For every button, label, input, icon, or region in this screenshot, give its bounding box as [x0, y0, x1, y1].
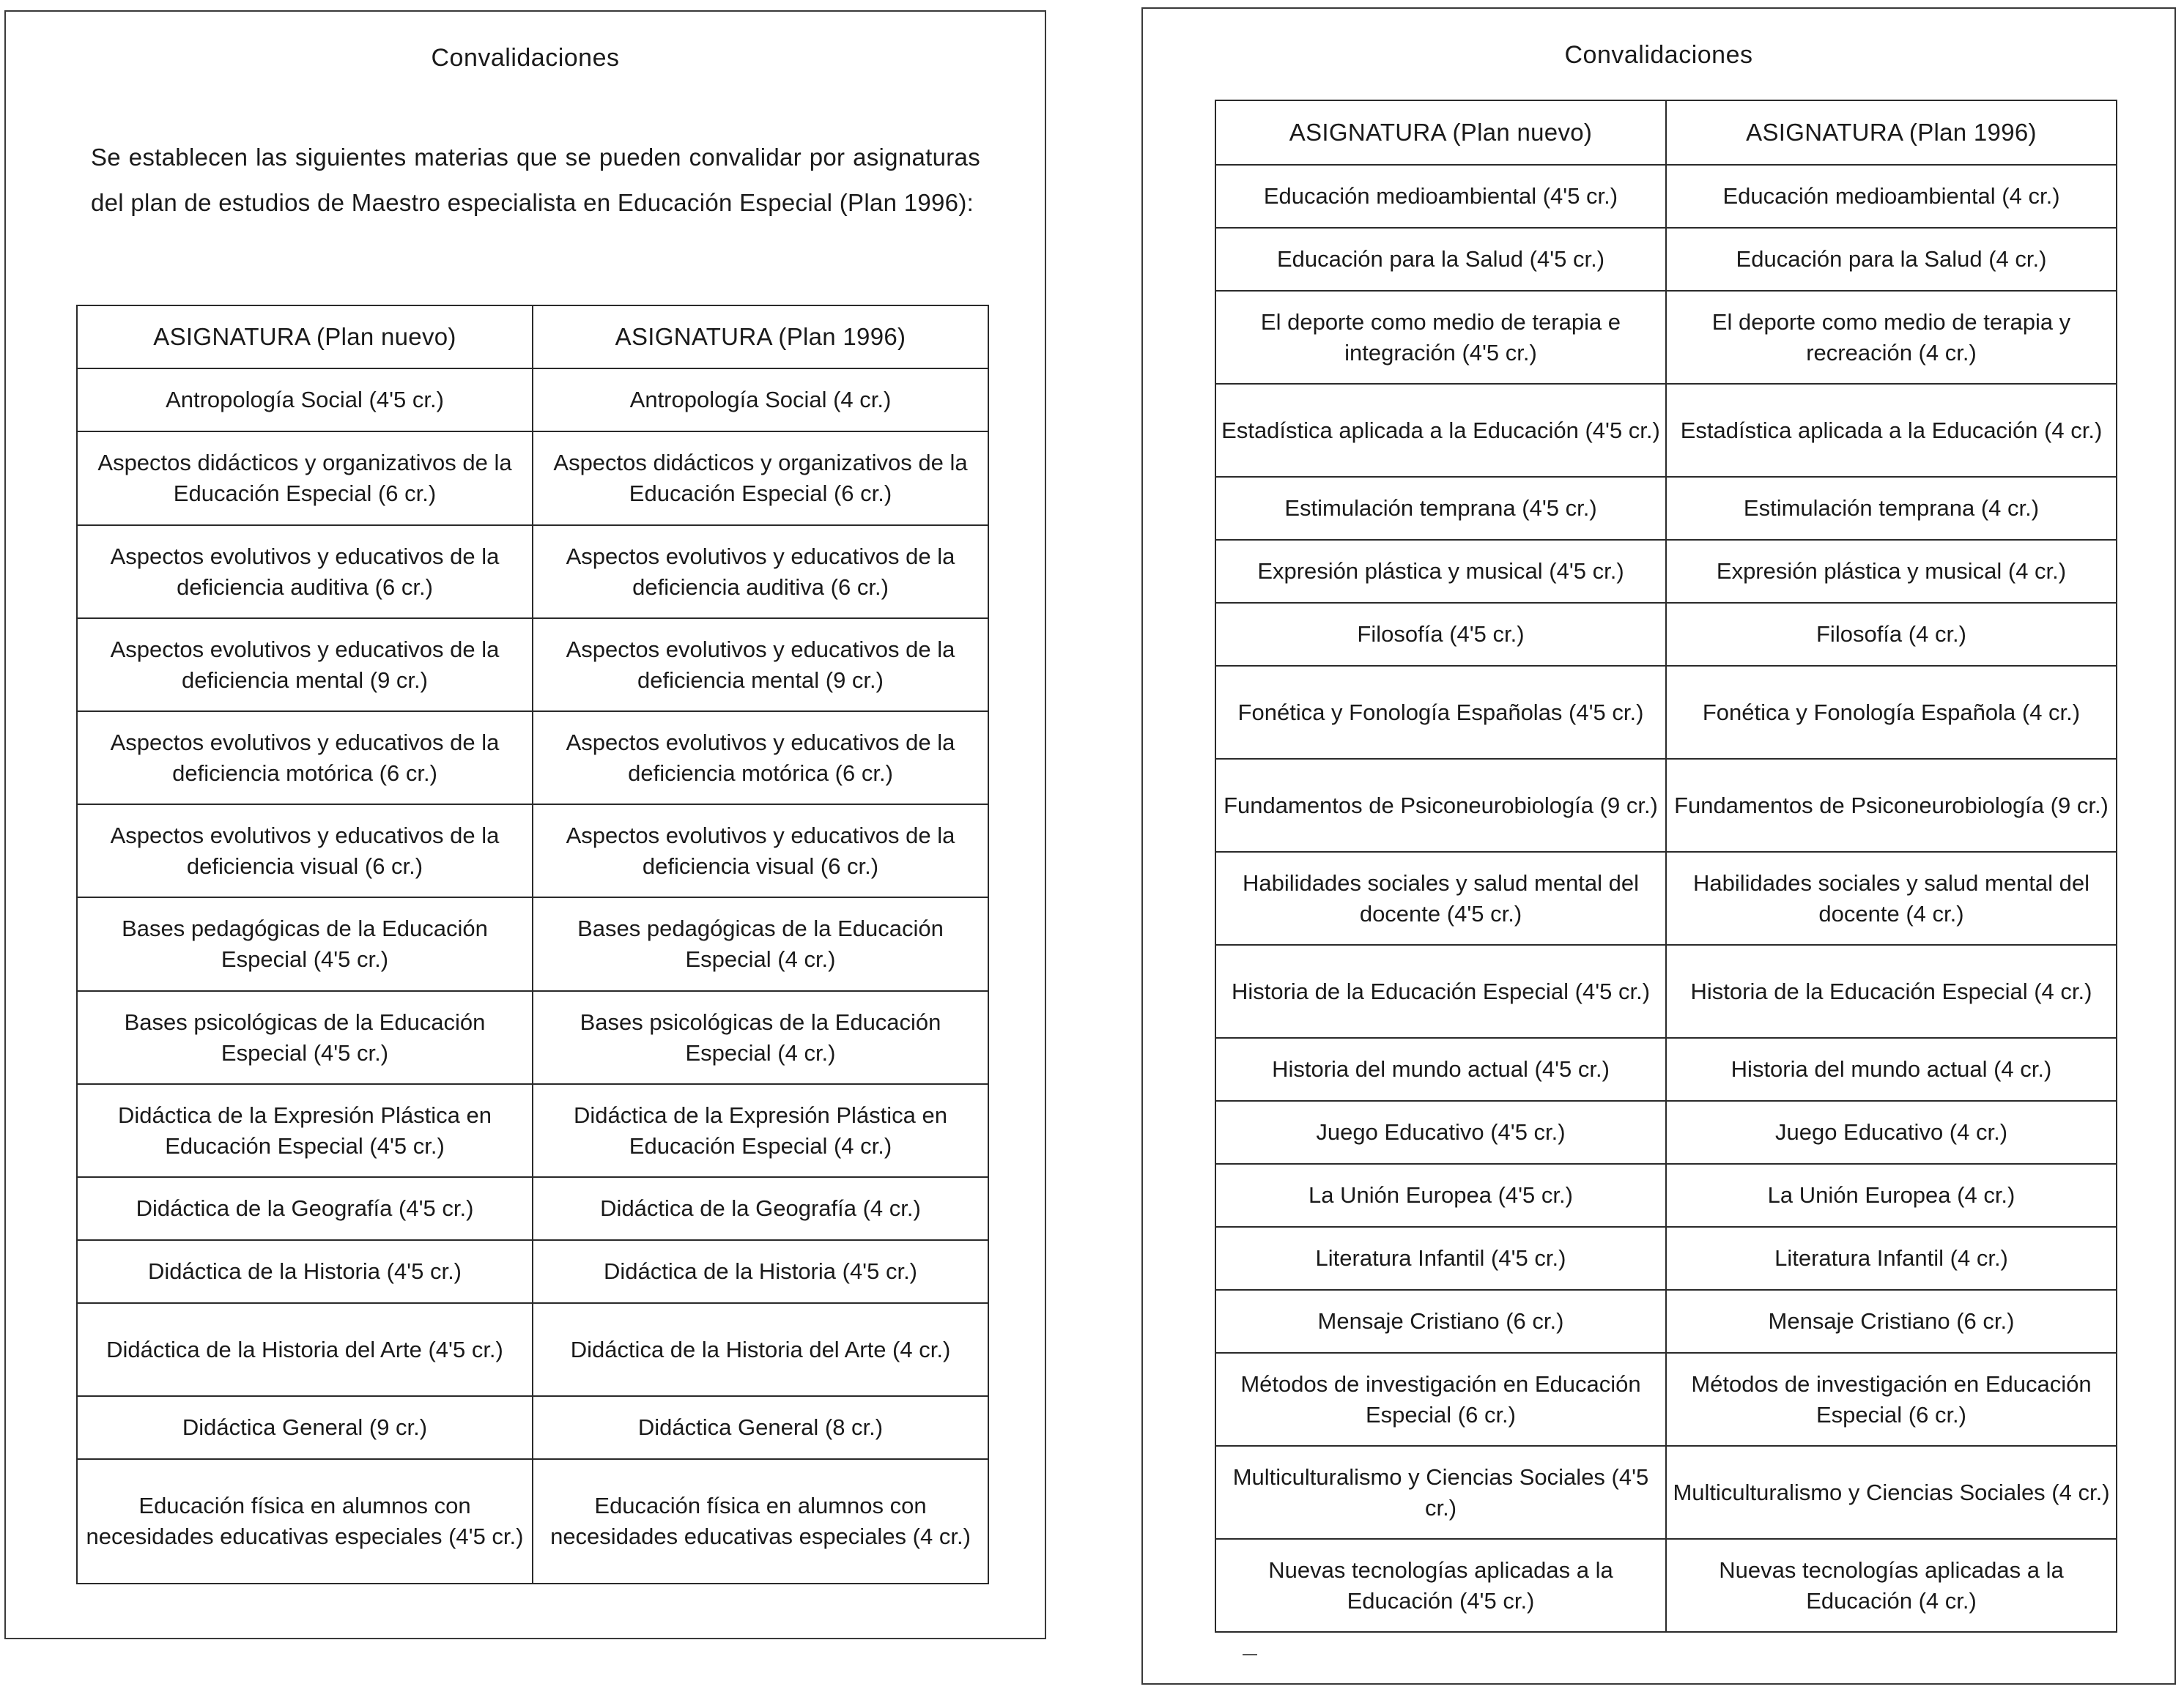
cell-plan-nuevo: La Unión Europea (4'5 cr.): [1215, 1164, 1666, 1227]
cell-plan-nuevo: Educación para la Salud (4'5 cr.): [1215, 228, 1666, 291]
table-row: [1215, 603, 2117, 666]
cell-plan-1996: Aspectos evolutivos y educativos de la deficiencia auditiva (6 cr.): [533, 525, 988, 618]
table-row: [1215, 384, 2117, 477]
cell-plan-1996: Estadística aplicada a la Educación (4 cr.): [1666, 384, 2117, 477]
cell-plan-nuevo: Didáctica General (9 cr.): [77, 1396, 533, 1459]
cell-plan-1996: Métodos de investigación en Educación Especial (6 cr.): [1666, 1353, 2117, 1446]
cell-plan-nuevo: Nuevas tecnologías aplicadas a la Educación (4'5 cr.): [1215, 1539, 1666, 1632]
cell-plan-nuevo: El deporte como medio de terapia e integración (4'5 cr.): [1215, 291, 1666, 384]
cell-plan-1996: Educación física en alumnos con necesidades educativas especiales (4 cr.): [533, 1459, 988, 1584]
table-row: [77, 804, 988, 897]
cell-plan-nuevo: Juego Educativo (4'5 cr.): [1215, 1101, 1666, 1164]
cell-plan-1996: Historia del mundo actual (4 cr.): [1666, 1038, 2117, 1101]
cell-plan-nuevo: Filosofía (4'5 cr.): [1215, 603, 1666, 666]
cell-plan-nuevo: Aspectos evolutivos y educativos de la deficiencia visual (6 cr.): [77, 804, 533, 897]
cell-plan-nuevo: Bases pedagógicas de la Educación Especial (4'5 cr.): [77, 897, 533, 991]
table-row: [1215, 291, 2117, 384]
cell-plan-1996: Multiculturalismo y Ciencias Sociales (4 cr.): [1666, 1446, 2117, 1539]
cell-plan-1996: Aspectos evolutivos y educativos de la deficiencia mental (9 cr.): [533, 618, 988, 711]
cell-plan-1996: Expresión plástica y musical (4 cr.): [1666, 540, 2117, 603]
table-row: [77, 1084, 988, 1177]
cell-plan-nuevo: Didáctica de la Historia del Arte (4'5 cr.): [77, 1303, 533, 1396]
cell-plan-nuevo: Didáctica de la Expresión Plástica en Educación Especial (4'5 cr.): [77, 1084, 533, 1177]
table-header-row: [1215, 100, 2117, 165]
cell-plan-1996: Habilidades sociales y salud mental del docente (4 cr.): [1666, 852, 2117, 945]
cell-plan-nuevo: Didáctica de la Geografía (4'5 cr.): [77, 1177, 533, 1240]
convalidation-table-right: [1215, 100, 2117, 1633]
table-row: [77, 991, 988, 1084]
cell-plan-nuevo: Educación física en alumnos con necesidades educativas especiales (4'5 cr.): [77, 1459, 533, 1584]
table-row: [1215, 228, 2117, 291]
cell-plan-1996: Filosofía (4 cr.): [1666, 603, 2117, 666]
cell-plan-nuevo: Literatura Infantil (4'5 cr.): [1215, 1227, 1666, 1290]
cell-plan-1996: Bases pedagógicas de la Educación Especial (4 cr.): [533, 897, 988, 991]
cell-plan-1996: Didáctica de la Historia (4'5 cr.): [533, 1240, 988, 1303]
intro-paragraph: Se establecen las siguientes materias que se pueden convalidar por asignaturas del plan de estudios de Maestro especialista en Educación Especial (Plan 1996):: [91, 144, 980, 216]
cell-plan-1996: Juego Educativo (4 cr.): [1666, 1101, 2117, 1164]
convalidation-table-left: [76, 305, 989, 1584]
cell-plan-1996: Didáctica de la Geografía (4 cr.): [533, 1177, 988, 1240]
cell-plan-nuevo: Habilidades sociales y salud mental del docente (4'5 cr.): [1215, 852, 1666, 945]
cell-plan-1996: Aspectos didácticos y organizativos de la Educación Especial (6 cr.): [533, 431, 988, 525]
table-row: [77, 525, 988, 618]
cell-plan-1996: Aspectos evolutivos y educativos de la deficiencia motórica (6 cr.): [533, 711, 988, 804]
cell-plan-1996: Didáctica de la Expresión Plástica en Educación Especial (4 cr.): [533, 1084, 988, 1177]
cell-plan-nuevo: Aspectos evolutivos y educativos de la deficiencia mental (9 cr.): [77, 618, 533, 711]
table-row: [1215, 1446, 2117, 1539]
table-row: [1215, 477, 2117, 540]
cell-plan-1996: Fonética y Fonología Española (4 cr.): [1666, 666, 2117, 759]
column-header-plan-nuevo: ASIGNATURA (Plan nuevo): [1215, 100, 1666, 165]
cell-plan-1996: Didáctica de la Historia del Arte (4 cr.): [533, 1303, 988, 1396]
column-header-plan-1996: ASIGNATURA (Plan 1996): [533, 305, 988, 368]
right-page: [1141, 7, 2176, 1685]
column-header-plan-nuevo: ASIGNATURA (Plan nuevo): [77, 305, 533, 368]
table-row: [1215, 759, 2117, 852]
table-row: [1215, 540, 2117, 603]
table-row: [77, 1459, 988, 1584]
table-row: [1215, 666, 2117, 759]
table-row: [77, 368, 988, 431]
table-row: [77, 1303, 988, 1396]
cell-plan-nuevo: Estimulación temprana (4'5 cr.): [1215, 477, 1666, 540]
left-page: [4, 10, 1046, 1639]
cell-plan-1996: Historia de la Educación Especial (4 cr.): [1666, 945, 2117, 1038]
page-title: Convalidaciones: [1564, 41, 1753, 69]
cell-plan-1996: Antropología Social (4 cr.): [533, 368, 988, 431]
cell-plan-nuevo: Multiculturalismo y Ciencias Sociales (4'5 cr.): [1215, 1446, 1666, 1539]
table-row: [77, 711, 988, 804]
cell-plan-nuevo: Bases psicológicas de la Educación Especial (4'5 cr.): [77, 991, 533, 1084]
cell-plan-1996: Educación para la Salud (4 cr.): [1666, 228, 2117, 291]
table-row: [1215, 1290, 2117, 1353]
table-row: [77, 1177, 988, 1240]
cell-plan-1996: Bases psicológicas de la Educación Especial (4 cr.): [533, 991, 988, 1084]
cell-plan-nuevo: Fundamentos de Psiconeurobiología (9 cr.): [1215, 759, 1666, 852]
cell-plan-nuevo: Métodos de investigación en Educación Especial (6 cr.): [1215, 1353, 1666, 1446]
table-row: [77, 618, 988, 711]
cell-plan-nuevo: Aspectos evolutivos y educativos de la deficiencia auditiva (6 cr.): [77, 525, 533, 618]
cell-plan-nuevo: Didáctica de la Historia (4'5 cr.): [77, 1240, 533, 1303]
table-row: [1215, 852, 2117, 945]
cell-plan-nuevo: Antropología Social (4'5 cr.): [77, 368, 533, 431]
table-row: [1215, 1539, 2117, 1632]
cell-plan-nuevo: Estadística aplicada a la Educación (4'5 cr.): [1215, 384, 1666, 477]
table-row: [77, 431, 988, 525]
cell-plan-1996: Aspectos evolutivos y educativos de la deficiencia visual (6 cr.): [533, 804, 988, 897]
cell-plan-nuevo: Aspectos didácticos y organizativos de la Educación Especial (6 cr.): [77, 431, 533, 525]
cell-plan-1996: Estimulación temprana (4 cr.): [1666, 477, 2117, 540]
cell-plan-1996: Mensaje Cristiano (6 cr.): [1666, 1290, 2117, 1353]
page-title: Convalidaciones: [431, 44, 620, 72]
column-header-plan-1996: ASIGNATURA (Plan 1996): [1666, 100, 2117, 165]
table-row: [1215, 1164, 2117, 1227]
scan-mark: [1243, 1654, 1257, 1655]
table-row: [1215, 1038, 2117, 1101]
table-row: [1215, 945, 2117, 1038]
cell-plan-nuevo: Expresión plástica y musical (4'5 cr.): [1215, 540, 1666, 603]
table-row: [1215, 1227, 2117, 1290]
cell-plan-1996: La Unión Europea (4 cr.): [1666, 1164, 2117, 1227]
table-row: [1215, 1353, 2117, 1446]
cell-plan-nuevo: Educación medioambiental (4'5 cr.): [1215, 165, 1666, 228]
table-row: [1215, 1101, 2117, 1164]
cell-plan-1996: El deporte como medio de terapia y recreación (4 cr.): [1666, 291, 2117, 384]
cell-plan-nuevo: Historia del mundo actual (4'5 cr.): [1215, 1038, 1666, 1101]
cell-plan-1996: Fundamentos de Psiconeurobiología (9 cr.): [1666, 759, 2117, 852]
table-row: [77, 1396, 988, 1459]
cell-plan-nuevo: Historia de la Educación Especial (4'5 cr.): [1215, 945, 1666, 1038]
table-row: [77, 897, 988, 991]
cell-plan-1996: Didáctica General (8 cr.): [533, 1396, 988, 1459]
cell-plan-1996: Literatura Infantil (4 cr.): [1666, 1227, 2117, 1290]
cell-plan-nuevo: Mensaje Cristiano (6 cr.): [1215, 1290, 1666, 1353]
table-row: [1215, 165, 2117, 228]
cell-plan-nuevo: Fonética y Fonología Españolas (4'5 cr.): [1215, 666, 1666, 759]
cell-plan-1996: Educación medioambiental (4 cr.): [1666, 165, 2117, 228]
cell-plan-nuevo: Aspectos evolutivos y educativos de la deficiencia motórica (6 cr.): [77, 711, 533, 804]
table-row: [77, 1240, 988, 1303]
table-header-row: [77, 305, 988, 368]
cell-plan-1996: Nuevas tecnologías aplicadas a la Educación (4 cr.): [1666, 1539, 2117, 1632]
